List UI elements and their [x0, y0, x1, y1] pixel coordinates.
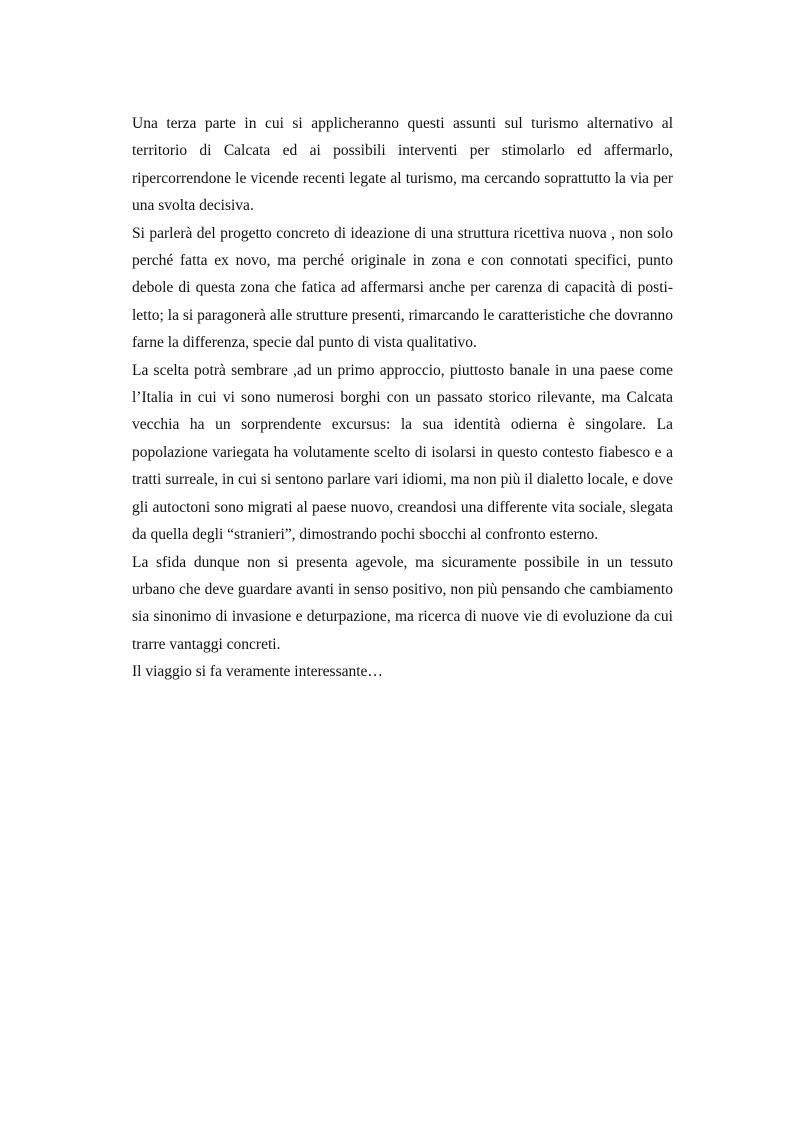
paragraph-3: La scelta potrà sembrare ,ad un primo approccio, piuttosto banale in una paese come l’Italia in cui vi sono numerosi borghi con un passato storico rilevante, ma Calcata vecchia ha un sorprendente excursus: la sua identità odierna è singolare. La popolazione variegata ha volutamente scelto di isolarsi in questo contesto fiabesco e a tratti surreale, in cui si sentono parlare vari idiomi, ma non più il dialetto locale, e dove gli autoctoni sono migrati al paese nuovo, creandosi una differente vita sociale, slegata da quella degli “stranieri”, dimostrando pochi sbocchi al confronto esterno.	[132, 361, 673, 544]
paragraph-5: Il viaggio si fa veramente interessante…	[132, 663, 383, 681]
paragraph-1: Una terza parte in cui si applicheranno questi assunti sul turismo alternativo al territorio di Calcata ed ai possibili interventi per stimolarlo ed affermarlo, ripercorrendone le vicende recenti legate al turismo, ma cercando soprattutto la via per una svolta decisiva.	[132, 115, 673, 215]
paragraph-2: Si parlerà del progetto concreto di ideazione di una struttura ricettiva nuova , non solo perché fatta ex novo, ma perché originale in zona e con connotati specifici, punto debole di questa zona che fatica ad affermarsi anche per carenza di capacità di posti-letto; la si paragonerà alle strutture presenti, rimarcando le caratteristiche che dovranno farne la differenza, specie dal punto di vista qualitativo.	[132, 224, 673, 352]
body-text	[132, 110, 673, 686]
paragraph-4: La sfida dunque non si presenta agevole, ma sicuramente possibile in un tessuto urbano che deve guardare avanti in senso positivo, non più pensando che cambiamento sia sinonimo di invasione e deturpazione, ma ricerca di nuove vie di evoluzione da cui trarre vantaggi concreti.	[132, 553, 673, 653]
